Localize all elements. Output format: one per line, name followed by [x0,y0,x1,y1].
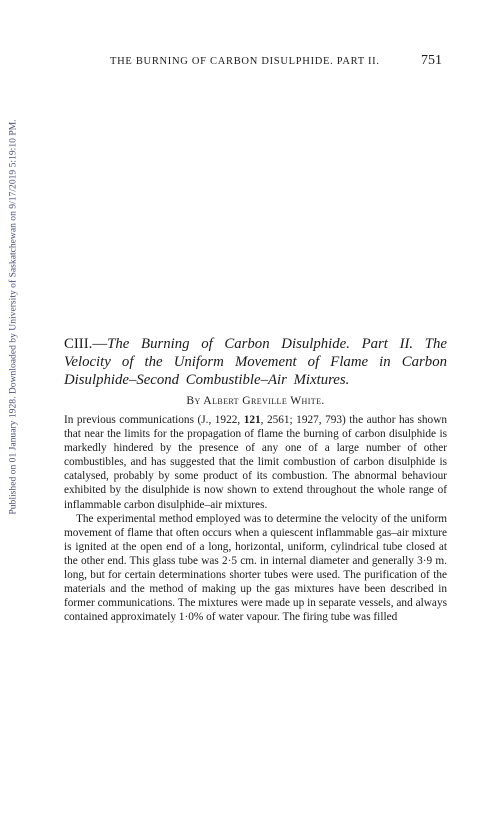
running-header-title: THE BURNING OF CARBON DISULPHIDE. PART II. [110,56,380,67]
article-title [64,335,447,389]
paragraph-1-text-a: In previous communications (J., 1922, [64,414,244,426]
running-header [110,53,450,71]
paragraph-1 [64,413,447,512]
article [64,335,447,624]
download-watermark [6,82,20,552]
article-title-text: The Burning of Carbon Disulphide. Part II. The Velocity of the Uniform Movement of Flame in Carbon Disulphide–Second Combustible–Air Mixtures. [64,336,447,388]
title-dash: — [92,336,108,352]
author-byline: By Albert Greville White. [186,394,325,407]
paragraph-2: The experimental method employed was to determine the velocity of the uniform movement of flame that often occurs when a quiescent inflammable gas–air mixture is ignited at the open end of a long, horizontal, uniform, cylindrical tube closed at the other end. This glass tube was 2·5 cm. in internal diameter and generally 3·9 m. long, but for certain determinations shorter tubes were used. The purification of the materials and the method of making up the gas mixtures have been described in former communications. The mixtures were made up in separate vessels, and always contained approximately 1·0% of water vapour. The firing tube was filled [64,512,447,624]
volume-number: 121 [243,414,261,426]
article-number: CIII. [64,336,93,352]
download-watermark-text: Published on 01 January 1928. Downloaded by University of Saskatchewan on 9/17/2019 5:19:10 PM. [7,119,19,515]
page-number: 751 [421,53,442,68]
paragraph-1-text-b: , 2561; 1927, 793) the author has shown that near the limits for the propagation of flame the burning of carbon disulphide is markedly hindered by the presence of any one of a large number of other combustibles, and has suggested that the limit combustion of carbon disulphide is catalysed, probably by some product of its combustion. The abnormal behaviour exhibited by the disulphide is now shown to extend throughout the whole range of inflammable carbon disulphide–air mixtures. [64,414,447,511]
